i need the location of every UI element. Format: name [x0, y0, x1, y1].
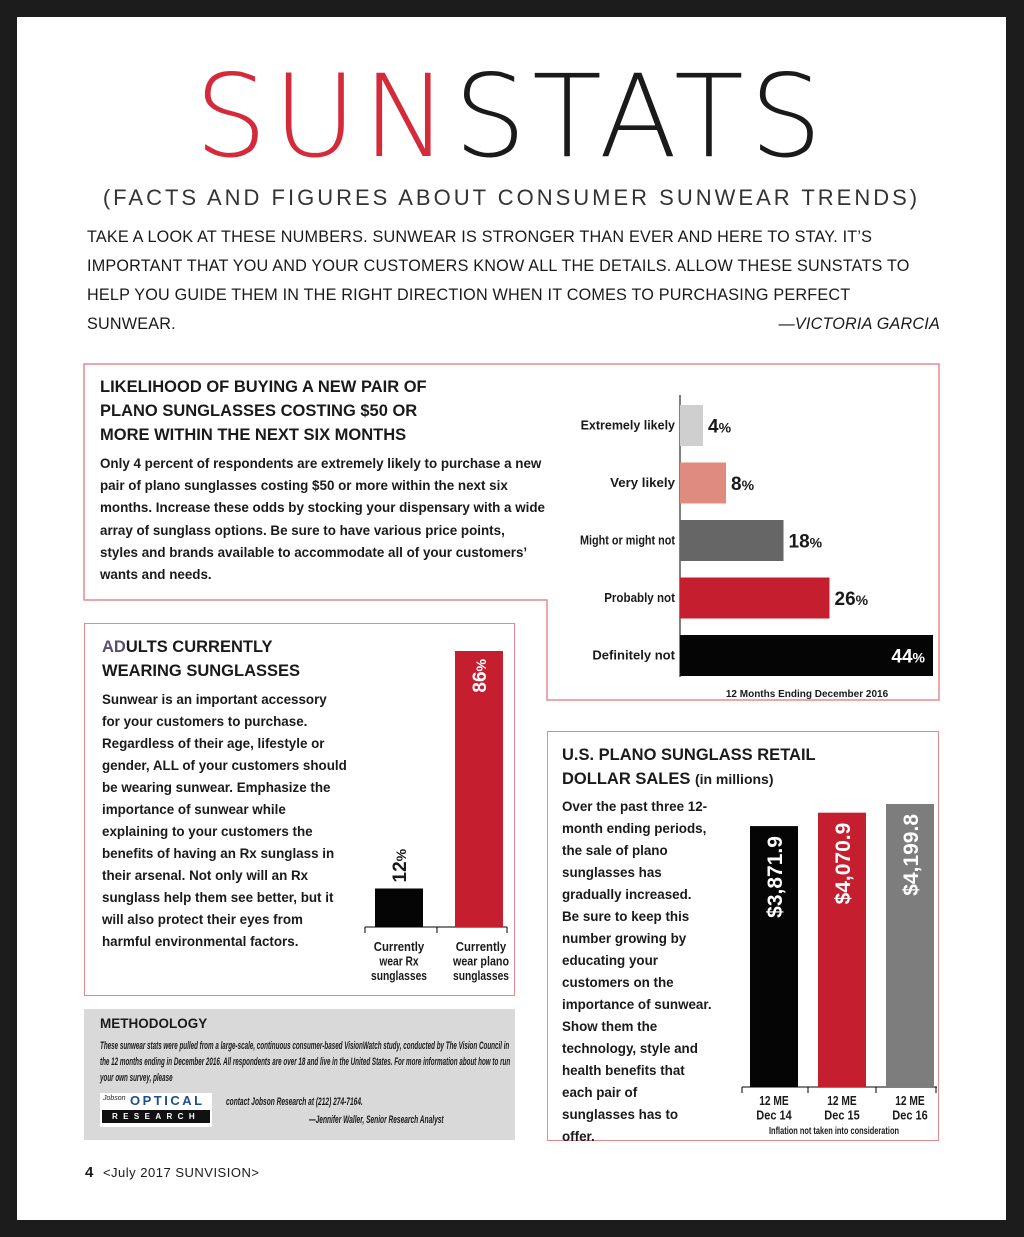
category-label: Very likely: [610, 476, 676, 490]
category-label: Currently: [373, 940, 425, 954]
page-number: 4: [85, 1164, 94, 1181]
value-label-number: 26: [834, 589, 856, 610]
value-label: [891, 647, 925, 668]
value-label: [390, 848, 411, 882]
bar-very-likely: [680, 463, 726, 504]
adults-body: Sunwear is an important accessory for your customers to purchase. Regardless of their age, lifestyle or gender, ALL of your customers should be wearing sunwear. Emphasize the importance of sunwear while explaining to your customers the benefits of having an Rx sunglass in their arsenal. Not only will an Rx sunglass help them see better, but it will also protect their eyes from harmful environmental factors.: [102, 692, 347, 949]
adults-heading-accent: AD: [102, 638, 126, 656]
adults-heading-rest: ULTS CURRENTLY: [125, 638, 273, 656]
value-label-number: 12: [390, 861, 411, 883]
likelihood-heading-line: PLANO SUNGLASSES COSTING $50 OR: [100, 402, 418, 420]
value-label: [789, 532, 823, 553]
category-label: Currently: [455, 940, 507, 954]
category-label: Probably not: [604, 591, 676, 605]
likelihood-heading: [100, 375, 540, 447]
intro-text: TAKE A LOOK AT THESE NUMBERS. SUNWEAR IS STRONGER THAN EVER AND HERE TO STAY. IT’S IMPORTANT THAT YOU AND YOUR CUSTOMERS KNOW ALL THE DETAILS. ALLOW THESE SUNSTATS TO HELP YOU GUIDE THEM IN THE RIGHT DIRECTION WHEN IT COMES TO PURCHASING PERFECT SUNWEAR.: [87, 228, 910, 333]
value-label: $4,199.8: [900, 814, 923, 896]
logo-optical: OPTICAL: [130, 1093, 205, 1108]
likelihood-body: Only 4 percent of respondents are extremely likely to purchase a new pair of plano sunglasses costing $50 or more within the next six months. Increase these odds by stocking your dispensary with a wide array of sunglass options. Be sure to have various price points, styles and brands available to accommodate all of your customers’ wants and needs.: [100, 456, 545, 583]
category-label: sunglasses: [453, 969, 510, 983]
sales-heading-suffix: (in millions): [694, 771, 774, 787]
sales-heading-main: DOLLAR SALES: [562, 770, 691, 788]
adults-heading-line2: WEARING SUNGLASSES: [102, 662, 301, 680]
category-label: wear plano: [452, 954, 510, 969]
value-label: $3,871.9: [764, 836, 787, 918]
logo-research: RESEARCH: [102, 1110, 210, 1123]
category-label: sunglasses: [371, 969, 428, 983]
sales-heading-line1: U.S. PLANO SUNGLASS RETAIL: [562, 746, 816, 764]
category-label: Dec 14: [756, 1108, 792, 1123]
magazine-page: [17, 17, 1006, 1220]
chart-caption: 12 Months Ending December 2016: [725, 689, 889, 700]
methodology-heading: METHODOLOGY: [100, 1016, 208, 1031]
category-label: wear Rx: [378, 954, 419, 969]
likelihood-heading-line: LIKELIHOOD OF BUYING A NEW PAIR OF: [100, 378, 427, 396]
value-label-unit: %: [393, 848, 409, 862]
value-label-number: 4: [708, 416, 719, 438]
value-label-number: 8: [731, 474, 742, 495]
title-stats: STATS: [453, 50, 829, 183]
value-label-number: 44: [891, 646, 913, 668]
category-label: Extremely likely: [580, 418, 676, 433]
category-label: 12 ME: [759, 1094, 789, 1108]
title-sun: SUN: [194, 50, 454, 183]
value-label-unit: %: [809, 534, 823, 551]
category-label: Dec 15: [824, 1108, 860, 1123]
value-label-unit: %: [855, 592, 869, 608]
bar-rx: [375, 888, 423, 927]
methodology-signature: —Jennifer Waller, Senior Research Analyst: [309, 1114, 444, 1126]
value-label-unit: %: [741, 477, 755, 493]
issue-label: <July 2017 SUNVISION>: [102, 1165, 260, 1180]
value-label: $4,070.9: [832, 822, 855, 905]
value-label-unit: %: [718, 419, 732, 436]
methodology-contact: contact Jobson Research at (212) 274-7164.: [226, 1096, 363, 1108]
sales-chart: [722, 777, 937, 1137]
value-label: [708, 417, 732, 438]
value-label: [835, 589, 869, 610]
methodology-body: These sunwear stats were pulled from a large-scale, continuous consumer-based VisionWatch study, conducted by The Vision Council in the 12 months ending in December 2016. All respondents are over 18 and live in the United States. For more information about how to run your own survey, please: [100, 1040, 511, 1084]
intro-author: —VICTORIA GARCIA: [778, 315, 940, 333]
category-label: Might or might not: [580, 533, 676, 548]
category-label: Dec 16: [892, 1108, 928, 1123]
sales-body: Over the past three 12-month ending periods, the sale of plano sunglasses has gradually increased. Be sure to keep this number growing by educating your customers on the importance of sunwear. Show them the technology, style and health benefits that each pair of sunglasses has to offer.: [562, 799, 712, 1144]
value-label-number: 18: [788, 531, 810, 553]
value-label-number: 86: [470, 671, 491, 693]
adults-chart: [347, 625, 512, 983]
footer: [85, 1164, 259, 1181]
value-label: [470, 658, 491, 692]
methodology-box: [84, 1009, 515, 1140]
value-label-unit: %: [473, 659, 489, 672]
chart-caption: Inflation not taken into consideration: [769, 1126, 899, 1137]
likelihood-chart: [557, 377, 937, 700]
bar-might-or-might-not: [680, 520, 784, 561]
jobson-optical-research-logo: [100, 1093, 212, 1127]
category-label: 12 ME: [895, 1094, 925, 1108]
category-label: 12 ME: [827, 1094, 857, 1108]
value-label: [731, 474, 755, 495]
likelihood-heading-line: MORE WITHIN THE NEXT SIX MONTHS: [100, 426, 407, 444]
bar-probably-not: [680, 578, 830, 619]
logo-jobson: Jobson: [103, 1095, 126, 1102]
subtitle: (FACTS AND FIGURES ABOUT CONSUMER SUNWEAR TRENDS): [102, 185, 921, 210]
value-label-unit: %: [912, 649, 925, 666]
bar-extremely-likely: [680, 405, 703, 446]
category-label: Definitely not: [592, 648, 676, 663]
